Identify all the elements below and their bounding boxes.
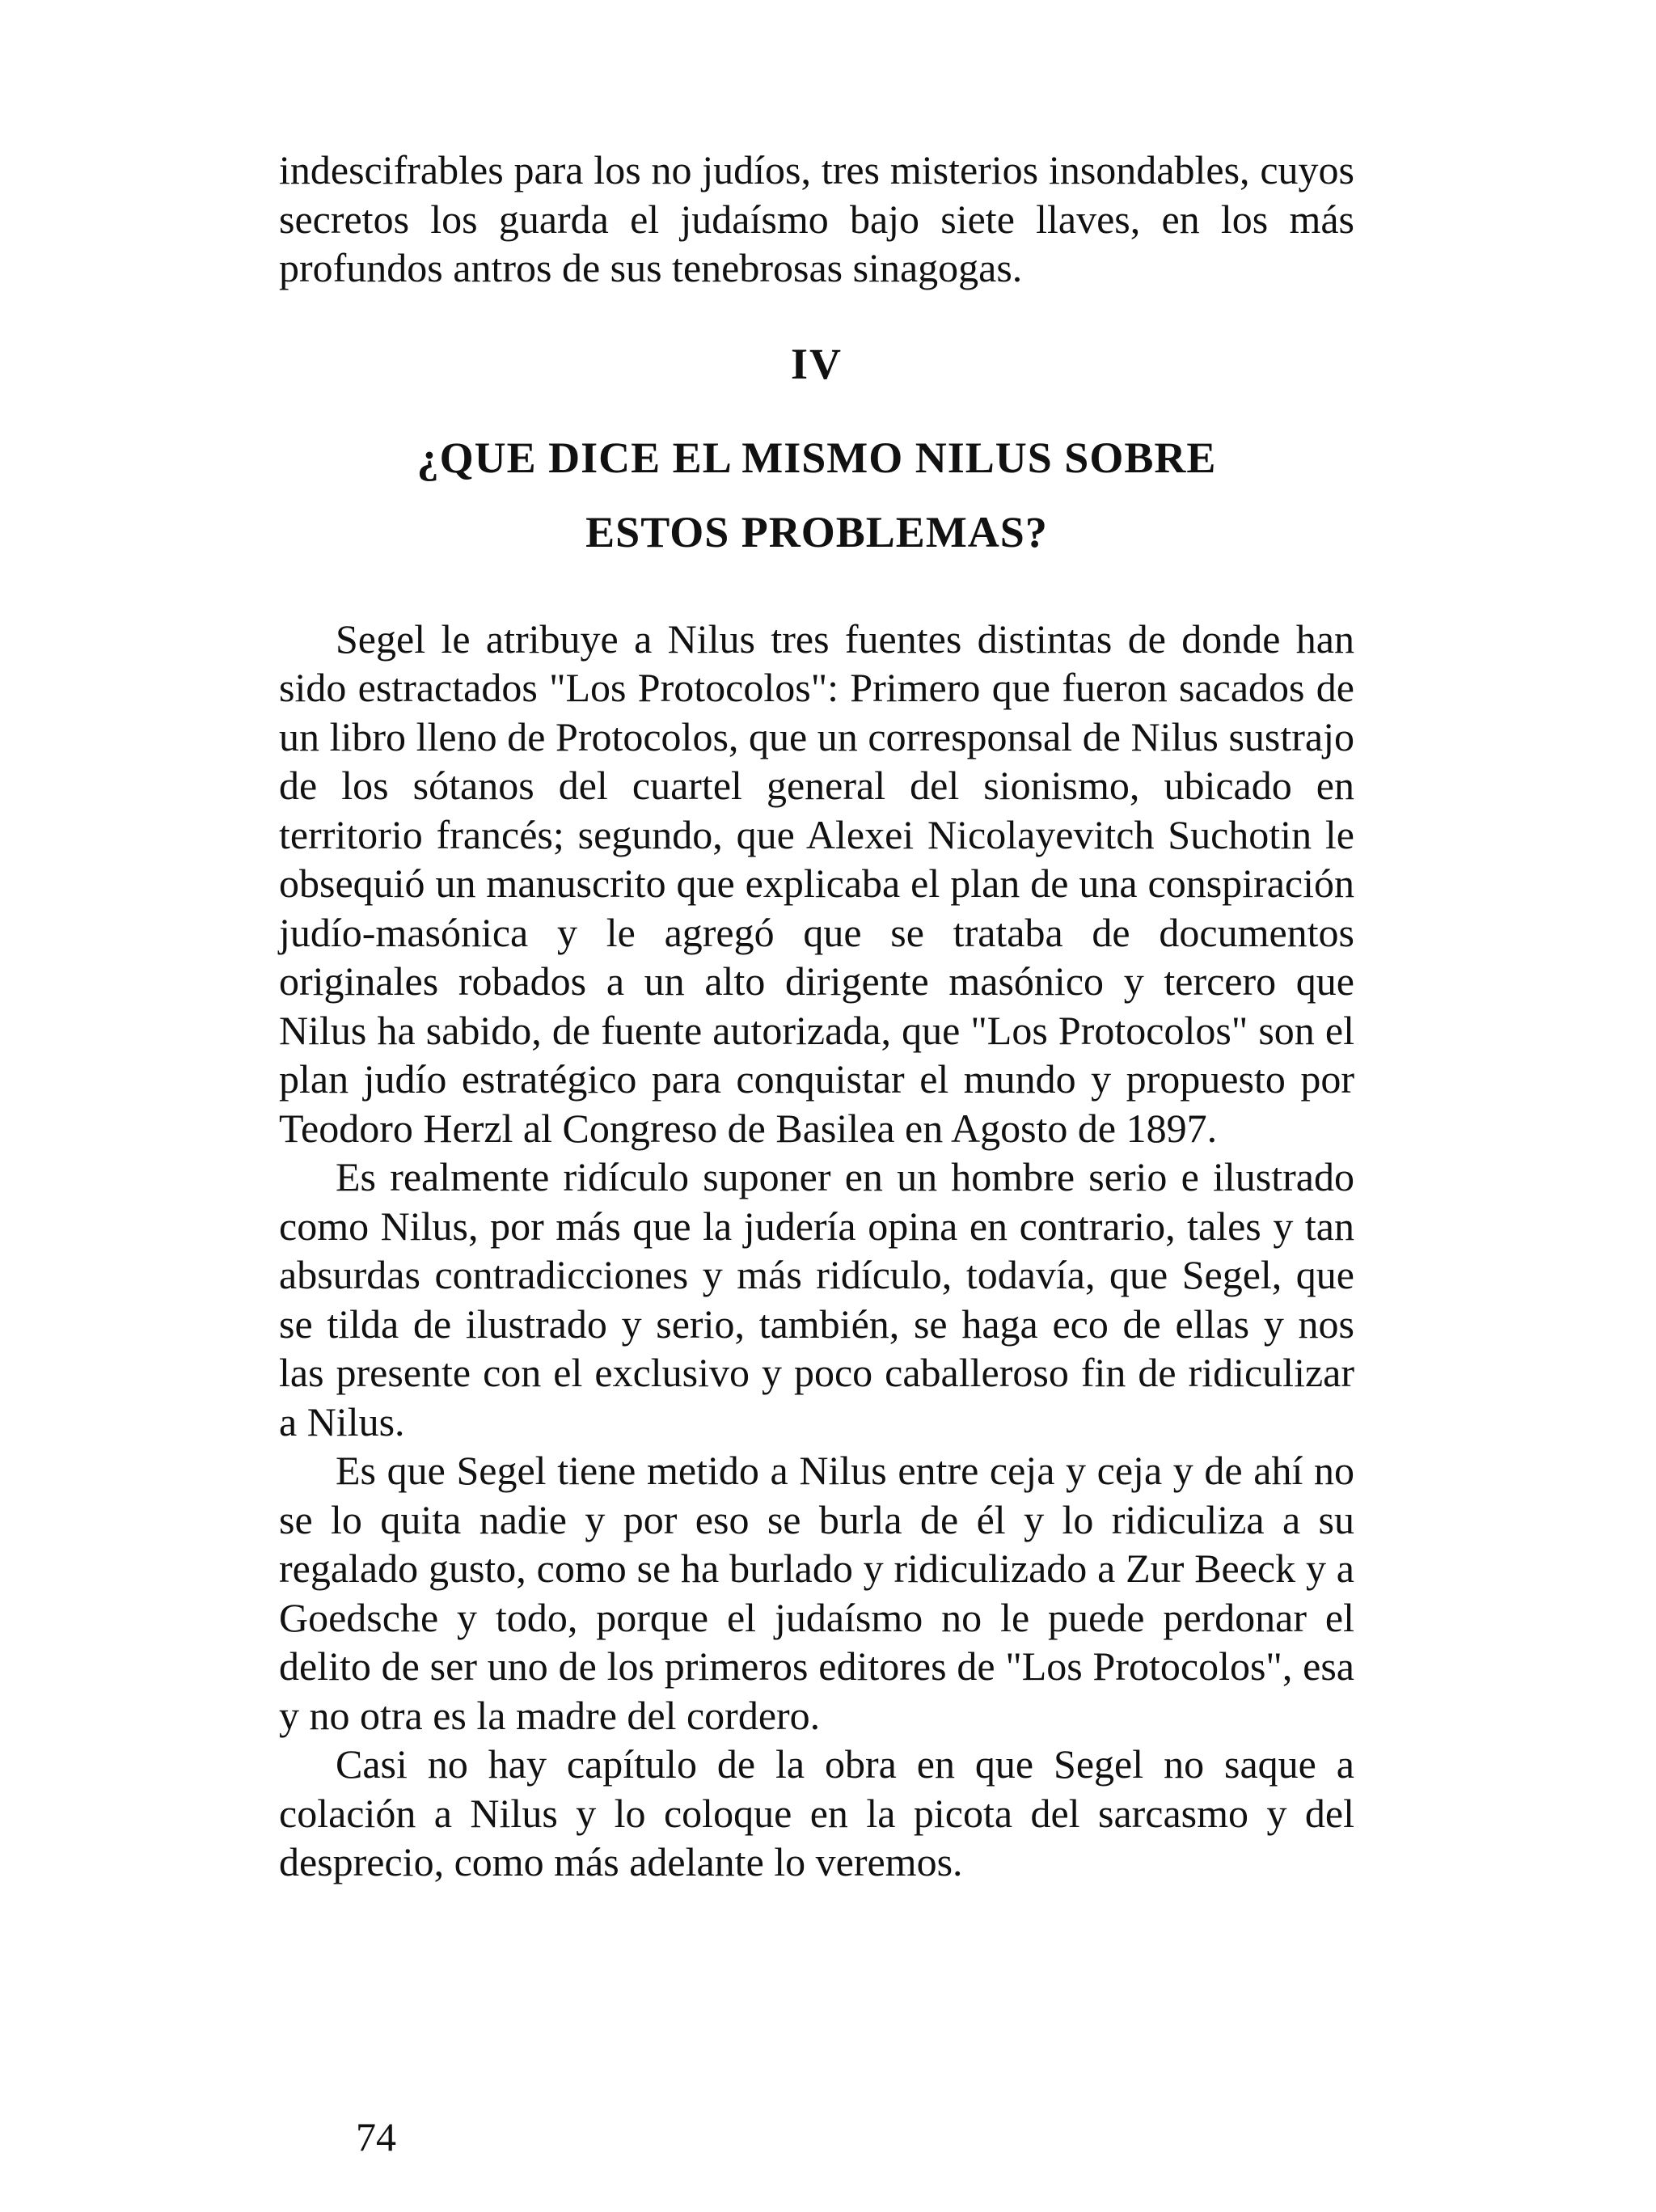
body-paragraph-2: Es realmente ridículo suponer en un hombre serio e ilustrado como Nilus, por más que la judería opina en contrario, tales y tan absurdas contradicciones y más ridículo, todavía, que Segel, que se tilda de ilustrado y serio, también, se haga eco de ellas y nos las presente con el exclusivo y poco caballeroso fin de ridiculizar a Nilus. (279, 1154, 1354, 1444)
body-paragraph-4: Casi no hay capítulo de la obra en que Segel no saque a colación a Nilus y lo coloque en la picota del sarcasmo y del desprecio, como más adelante lo veremos. (279, 1741, 1354, 1884)
book-page (279, 146, 1354, 1887)
chapter-title-line-2: ESTOS PROBLEMAS? (585, 507, 1048, 556)
body-paragraph-3: Es que Segel tiene metido a Nilus entre ceja y ceja y de ahí no se lo quita nadie y por eso se burla de él y lo ridiculiza a su regalado gusto, como se ha burlado y ridiculizado a Zur Beeck y a Goedsche y todo, porque el judaísmo no le puede perdonar el delito de ser uno de los primeros editores de "Los Protocolos", esa y no otra es la madre del cordero. (279, 1448, 1354, 1738)
opening-paragraph: indescifrables para los no judíos, tres misterios insondables, cuyos secretos los guarda el judaísmo bajo siete llaves, en los más profundos antros de sus tenebrosas sinagogas. (279, 147, 1354, 290)
chapter-title (279, 421, 1354, 569)
body-paragraph-1: Segel le atribuye a Nilus tres fuentes distintas de donde han sido estractados "Los Protocolos": Primero que fueron sacados de un libro lleno de Protocolos, que un corresponsal de Nilus sustrajo de los sótanos del cuartel general del sionismo, ubicado en territorio francés; segundo, que Alexei Nicolayevitch Suchotin le obsequió un manuscrito que explicaba el plan de una conspiración judío-masónica y le agregó que se trataba de documentos originales robados a un alto dirigente masónico y tercero que Nilus ha sabido, de fuente autorizada, que "Los Protocolos" son el plan judío estratégico para conquistar el mundo y propuesto por Teodoro Herzl al Congreso de Basilea en Agosto de 1897. (279, 615, 1354, 1151)
chapter-number: IV (790, 339, 843, 388)
chapter-title-line-1: ¿QUE DICE EL MISMO NILUS SOBRE (416, 433, 1217, 482)
page-number: 74 (356, 2114, 396, 2159)
